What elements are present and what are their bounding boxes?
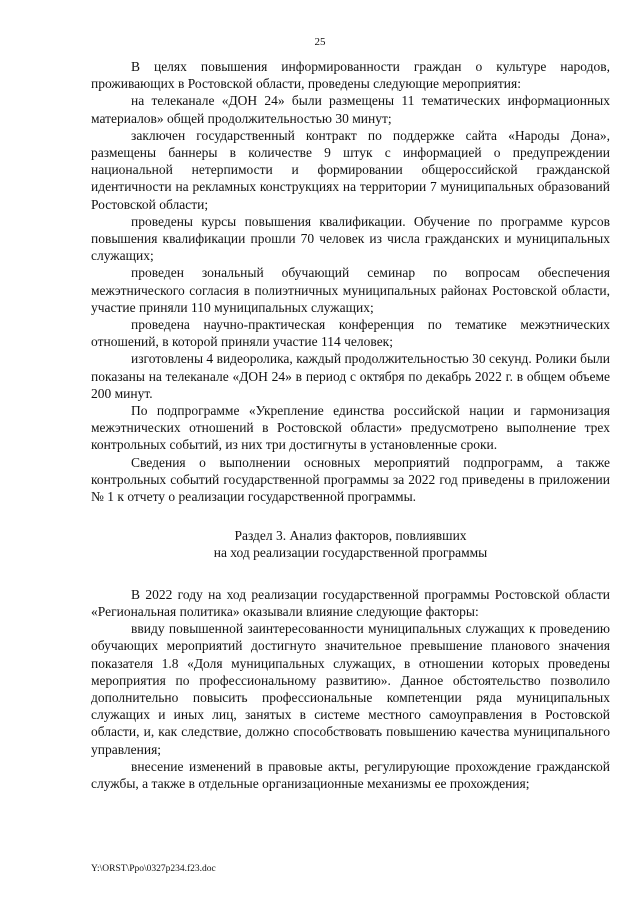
paragraph: изготовлены 4 видеоролика, каждый продолжительностью 30 секунд. Ролики были показаны на телеканале «ДОН 24» в период с октября по декабрь 2022 г. в общем объеме 200 минут. — [91, 351, 610, 401]
section-heading-line: Раздел 3. Анализ факторов, повлиявших — [234, 528, 467, 544]
paragraph: В 2022 году на ход реализации государственной программы Ростовской области «Региональная политика» оказывали влияние следующие факторы: — [91, 586, 610, 619]
paragraph: В целях повышения информированности граждан о культуре народов, проживающих в Ростовской области, проведены следующие мероприятия: — [91, 59, 610, 92]
paragraph: Сведения о выполнении основных мероприятий подпрограмм, а также контрольных событий государственной программы за 2022 год приведены в приложении № 1 к отчету о реализации государственной программы. — [91, 454, 610, 505]
paragraph: проведен зональный обучающий семинар по вопросам обеспечения межэтнического согласия в полиэтничных муниципальных районах Ростовской области, участие приняли 110 муниципальных служащих; — [91, 265, 610, 315]
document-body — [91, 58, 610, 792]
paragraph: на телеканале «ДОН 24» были размещены 11 тематических информационных материалов» общей продолжительностью 30 минут; — [91, 93, 610, 126]
paragraph: проведены курсы повышения квалификации. Обучение по программе курсов повышения квалификации прошли 70 человек из числа гражданских и муниципальных служащих; — [91, 213, 610, 264]
paragraph: ввиду повышенной заинтересованности муниципальных служащих к проведению обучающих мероприятий достигнуто значительное превышение планового значения показателя 1.8 «Доля муниципальных служащих, в отношении которых проведены мероприятия по профессиональному развитию». Данное обстоятельство позволило дополнительно повысить профессиональные компетенции ряда муниципальных служащих и иных лиц, занятых в системе местного самоуправления в Ростовской области, и, как следствие, должно способствовать повышению качества муниципального управления; — [91, 621, 610, 757]
file-path-footer: Y:\ORST\Ppo\0327p234.f23.doc — [91, 864, 216, 874]
section-heading-line: на ход реализации государственной программы — [213, 545, 488, 561]
paragraph: заключен государственный контракт по поддержке сайта «Народы Дона», размещены баннеры в количестве 9 штук с информацией о предупреждении национальной нетерпимости и формировании общероссийской гражданской идентичности на рекламных конструкциях на территории 7 муниципальных образований Ростовской области; — [91, 127, 610, 212]
paragraph: По подпрограмме «Укрепление единства российской нации и гармонизация межэтнических отношений в Ростовской области» предусмотрено выполнение трех контрольных событий, из них три достигнуты в установленные сроки. — [91, 403, 610, 453]
page-number: 25 — [314, 36, 326, 48]
paragraph: внесение изменений в правовые акты, регулирующие прохождение гражданской службы, а также в отдельные организационные механизмы ее прохождения; — [91, 758, 610, 791]
paragraph: проведена научно-практическая конференция по тематике межэтнических отношений, в которой приняли участие 114 человек; — [91, 317, 610, 350]
section-heading — [91, 527, 610, 561]
